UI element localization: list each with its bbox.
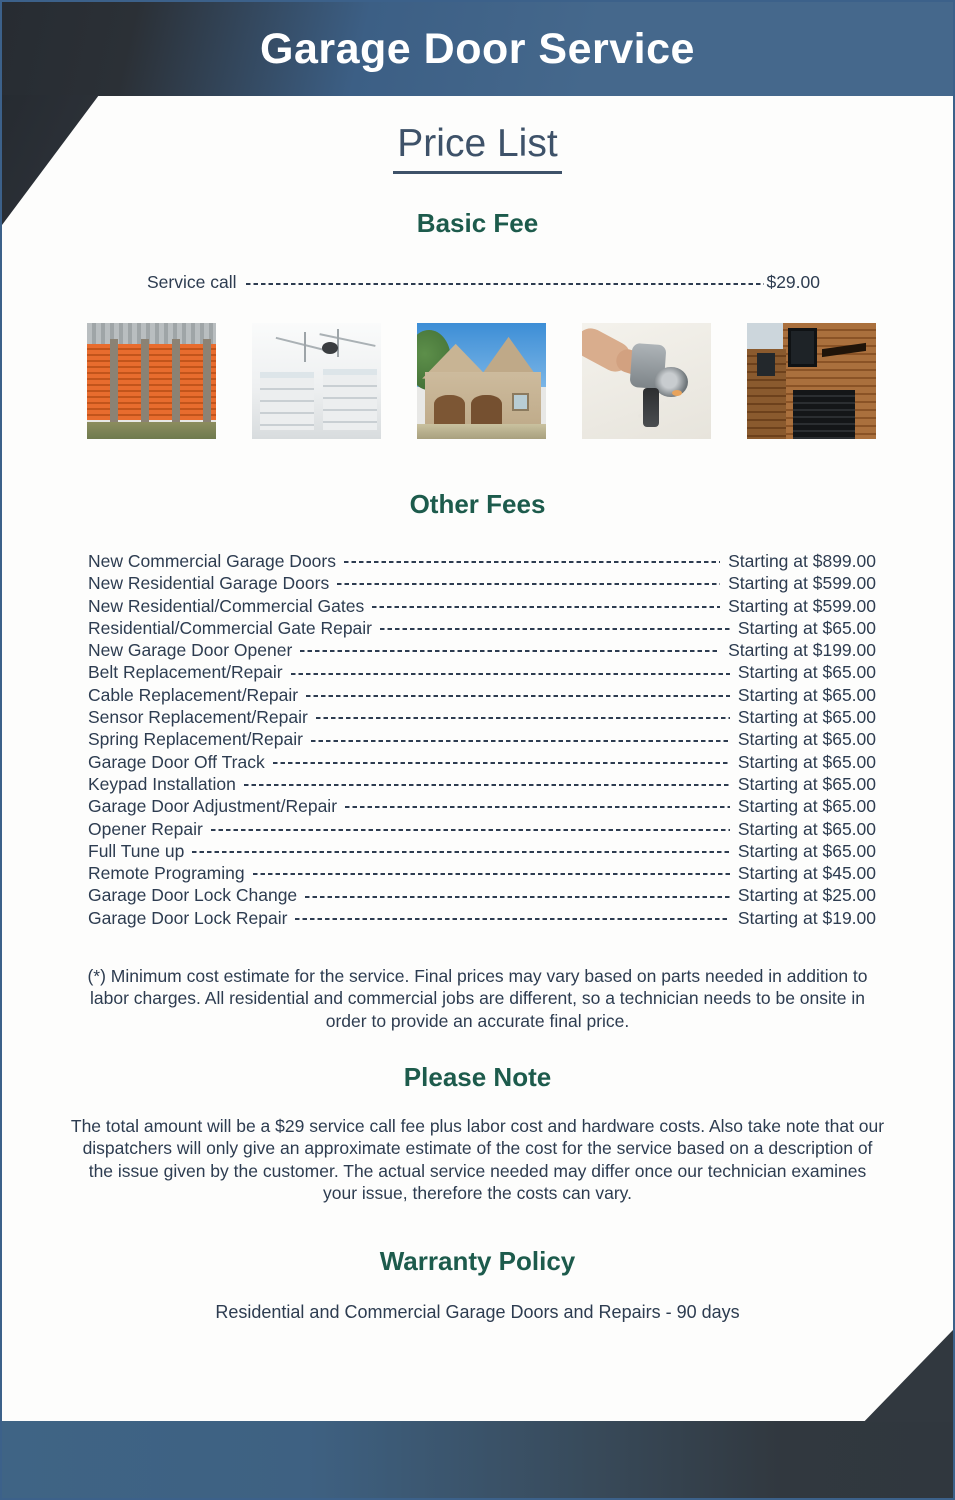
fee-row <box>88 884 876 906</box>
other-fees-heading: Other Fees <box>409 489 546 519</box>
panel-door <box>323 369 377 429</box>
fee-label: New Commercial Garage Doors <box>88 551 336 571</box>
fee-label: Belt Replacement/Repair <box>88 662 283 683</box>
fee-price: Starting at $65.00 <box>737 751 876 772</box>
fee-label: Residential/Commercial Gate Repair <box>88 617 372 638</box>
fee-row <box>88 907 876 929</box>
fee-price: Starting at $65.00 <box>737 662 876 683</box>
dashed-leader <box>345 806 730 808</box>
window <box>788 328 816 367</box>
fee-row <box>88 550 876 572</box>
fee-row <box>88 661 876 683</box>
dashed-leader <box>291 673 730 675</box>
dashed-leader <box>311 740 730 742</box>
fee-price: Starting at $199.00 <box>728 640 876 661</box>
fee-list <box>88 550 876 929</box>
grinder-disc <box>654 367 688 397</box>
dashed-leader <box>246 283 764 285</box>
window <box>757 353 775 376</box>
door-posts <box>87 339 216 423</box>
dashed-leader <box>337 583 720 585</box>
fee-price: Starting at $25.00 <box>737 885 876 906</box>
fee-label: New Residential/Commercial Gates <box>88 595 365 616</box>
modern-wood-garage-photo <box>747 323 876 439</box>
fee-label: Full Tune up <box>88 840 185 861</box>
fee-label: Garage Door Adjustment/Repair <box>88 796 338 817</box>
warranty-policy-heading: Warranty Policy <box>379 1246 576 1277</box>
fee-row <box>88 639 876 661</box>
fee-row <box>88 773 876 795</box>
residential-house-photo <box>417 323 546 439</box>
fee-row <box>88 751 876 773</box>
fee-price: Starting at $19.00 <box>737 907 876 928</box>
dashed-leader <box>244 784 730 786</box>
fee-row <box>88 572 876 594</box>
fee-price: Starting at $65.00 <box>737 617 876 638</box>
basic-fee-heading: Basic Fee <box>416 208 539 238</box>
fee-price: Starting at $65.00 <box>737 729 876 750</box>
fee-label: Spring Replacement/Repair <box>88 729 303 750</box>
service-call-row <box>147 272 820 293</box>
fee-price: Starting at $65.00 <box>737 796 876 817</box>
please-note-text: The total amount will be a $29 service call fee plus labor cost and hardware costs. Also take note that our dispatchers will only give an approximate estimate of the cost for the service based on a description of the issue given by the customer. The actual service needed may differ once our technician examines your issue, therefore the costs can vary. <box>70 1115 885 1203</box>
black-garage-door <box>793 390 855 439</box>
dashed-leader <box>306 695 730 697</box>
fee-price: Starting at $65.00 <box>737 773 876 794</box>
dashed-leader <box>253 873 730 875</box>
fee-label: Cable Replacement/Repair <box>88 684 299 705</box>
fee-price: Starting at $599.00 <box>728 595 876 616</box>
dashed-leader <box>316 717 730 719</box>
fee-price: Starting at $599.00 <box>728 573 876 594</box>
fee-row <box>88 595 876 617</box>
fee-label: Sensor Replacement/Repair <box>88 707 308 728</box>
fee-label: Opener Repair <box>88 818 203 839</box>
fee-row <box>88 684 876 706</box>
service-call-label: Service call <box>147 272 237 292</box>
disclaimer-text: (*) Minimum cost estimate for the service. Final prices may vary based on parts needed in addition to labor charges. All residential and commercial jobs are different, so a technician needs to be onsite in order to provide an accurate final price. <box>87 966 868 1031</box>
dashed-leader <box>295 918 729 920</box>
header-band <box>2 2 953 96</box>
fee-label: Garage Door Off Track <box>88 751 265 772</box>
dashed-leader <box>192 851 730 853</box>
garage-interior-opener-photo <box>252 323 381 439</box>
dashed-leader <box>211 829 730 831</box>
grass-strip <box>87 422 216 439</box>
page-title: Garage Door Service <box>260 25 695 73</box>
fee-row <box>88 840 876 862</box>
dashed-leader <box>273 762 730 764</box>
fee-label: New Residential Garage Doors <box>88 573 330 594</box>
dashed-leader <box>344 561 720 563</box>
doc-title: Price List <box>393 122 561 174</box>
opener-motor <box>322 342 338 354</box>
fee-price: Starting at $45.00 <box>737 863 876 884</box>
ceiling-bracket <box>337 329 339 357</box>
bottom-right-corner-decoration <box>861 1330 953 1422</box>
fee-label: Garage Door Lock Change <box>88 885 298 906</box>
fee-price: Starting at $65.00 <box>737 818 876 839</box>
please-note-heading: Please Note <box>403 1061 552 1092</box>
fee-row <box>88 818 876 840</box>
panel-door <box>260 372 314 430</box>
tool-handle <box>643 388 660 427</box>
arched-garage-door <box>434 395 465 425</box>
photo-strip <box>87 323 876 439</box>
technician-grinder-photo <box>582 323 711 439</box>
fee-row <box>88 728 876 750</box>
orange-storage-units-photo <box>87 323 216 439</box>
doc-title-wrap <box>2 122 953 174</box>
service-call-price: $29.00 <box>766 272 820 292</box>
fee-row <box>88 862 876 884</box>
fee-price: Starting at $65.00 <box>737 707 876 728</box>
fee-price: Starting at $65.00 <box>737 684 876 705</box>
fee-row <box>88 706 876 728</box>
fee-price: Starting at $899.00 <box>728 551 876 571</box>
dashed-leader <box>305 896 730 898</box>
fee-label: Keypad Installation <box>88 773 236 794</box>
fee-label: Remote Programing <box>88 863 245 884</box>
warranty-policy-text: Residential and Commercial Garage Doors and Repairs - 90 days <box>215 1302 740 1323</box>
window <box>512 393 529 412</box>
dashed-leader <box>300 650 720 652</box>
ceiling-bracket <box>304 332 306 362</box>
fee-row <box>88 617 876 639</box>
fee-row <box>88 795 876 817</box>
driveway <box>417 424 546 439</box>
dashed-leader <box>380 628 730 630</box>
footer-band <box>2 1421 953 1498</box>
fee-price: Starting at $65.00 <box>737 840 876 861</box>
dashed-leader <box>372 606 720 608</box>
arched-garage-door <box>471 395 502 425</box>
fee-label: Garage Door Lock Repair <box>88 907 288 928</box>
fee-label: New Garage Door Opener <box>88 640 293 661</box>
